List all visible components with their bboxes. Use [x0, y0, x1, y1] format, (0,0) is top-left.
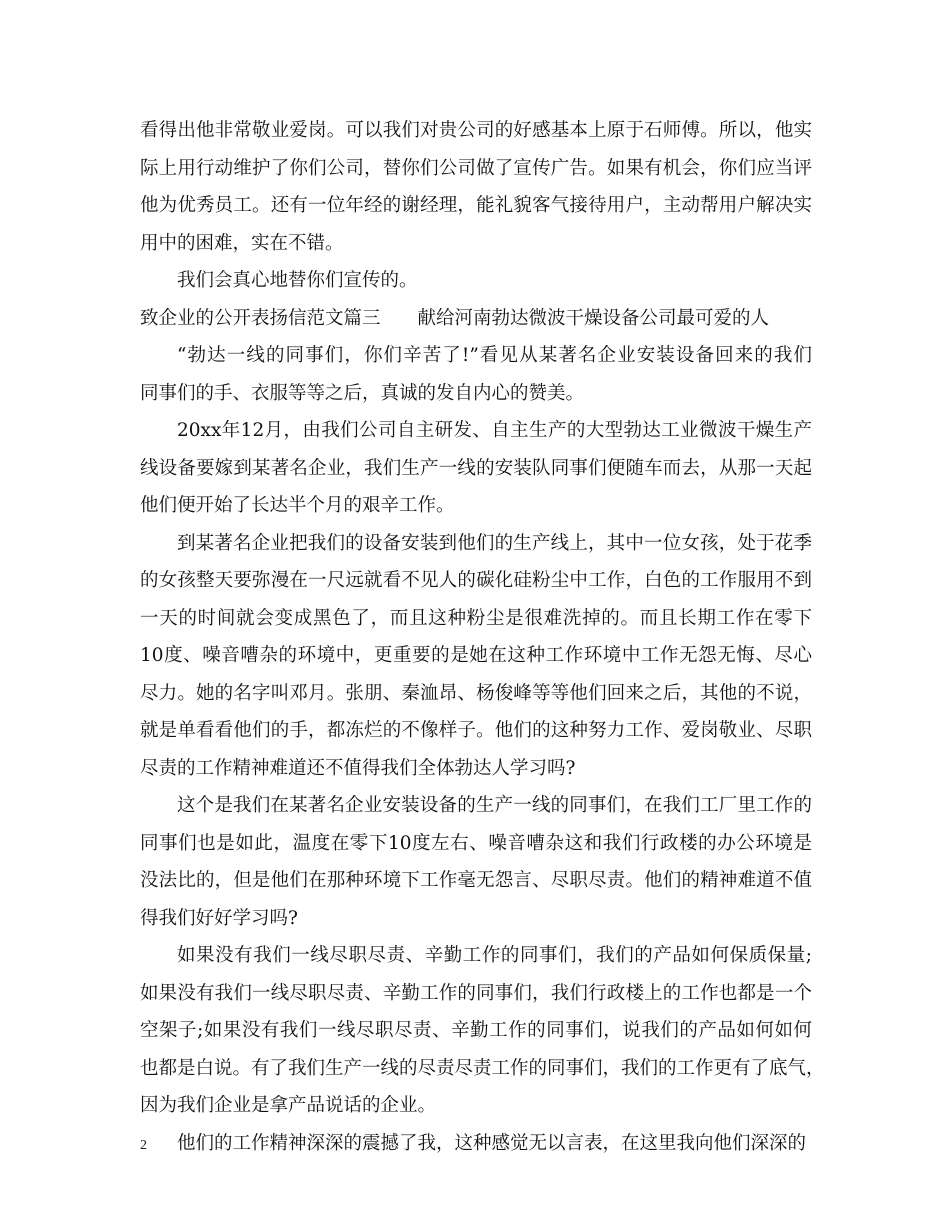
text-line: 一天的时间就会变成黑色了，而且这种粉尘是很难洗掉的。而且长期工作在零下 — [140, 607, 812, 629]
text-line: 如果没有我们一线尽职尽责、辛勤工作的同事们，我们的产品如何保质保量; — [177, 945, 812, 966]
text-line: 的女孩整天要弥漫在一尺远就看不见人的碳化硅粉尘中工作，白色的工作服用不到 — [140, 570, 812, 591]
text-line: 尽责的工作精神难道还不值得我们全体勃达人学习吗? — [140, 757, 576, 779]
page-number: 2 — [140, 1138, 147, 1153]
text-line: 他们便开始了长达半个月的艰辛工作。 — [140, 495, 455, 516]
text-line: 10度、噪音嘈杂的环境中，更重要的是她在这种工作环境中工作无怨无悔、尽心 — [140, 645, 812, 666]
paragraph — [140, 337, 812, 412]
text-line: 没法比的，但是他们在那种环境下工作毫无怨言、尽职尽责。他们的精神难道不值 — [140, 870, 812, 891]
paragraph — [140, 262, 812, 300]
text-line: 空架子;如果没有我们一线尽职尽责、辛勤工作的同事们，说我们的产品如何如何 — [140, 1020, 812, 1041]
text-line: 同事们也是如此，温度在零下10度左右、噪音嘈杂这和我们行政楼的办公环境是 — [140, 832, 812, 854]
text-line: 他为优秀员工。还有一位年经的谢经理，能礼貌客气接待用户，主动帮用户解决实 — [140, 195, 812, 216]
text-line: 这个是我们在某著名企业安装设备的生产一线的同事们，在我们工厂里工作的 — [177, 795, 812, 816]
text-line: 同事们的手、衣服等等之后，真诚的发自内心的赞美。 — [140, 382, 585, 404]
text-line: 如果没有我们一线尽职尽责、辛勤工作的同事们，我们行政楼上的工作也都是一个 — [140, 982, 812, 1004]
document-body — [140, 112, 825, 1162]
text-line: 线设备要嫁到某著名企业，我们生产一线的安装队同事们便随车而去，从那一天起 — [140, 457, 812, 479]
text-line: 我们会真心地替你们宣传的。 — [177, 270, 418, 291]
text-line: 尽力。她的名字叫邓月。张朋、秦洫昂、杨俊峰等等他们回来之后，其他的不说， — [140, 682, 812, 704]
paragraph — [140, 525, 812, 788]
text-line: 看得出他非常敬业爱岗。可以我们对贵公司的好感基本上原于石师傅。所以，他实 — [140, 120, 812, 141]
paragraph — [140, 1125, 812, 1163]
text-line: 也都是白说。有了我们生产一线的尽责尽责工作的同事们，我们的工作更有了底气， — [140, 1057, 825, 1079]
text-line: 致企业的公开表扬信范文篇三 献给河南勃达微波干燥设备公司最可爱的人 — [140, 307, 770, 329]
text-line: “勃达一线的同事们，你们辛苦了!”看见从某著名企业安装设备回来的我们 — [177, 345, 812, 366]
text-line: 得我们好好学习吗? — [140, 907, 298, 929]
text-line: 际上用行动维护了你们公司，替你们公司做了宣传广告。如果有机会，你们应当评 — [140, 157, 812, 179]
paragraph — [140, 112, 812, 262]
text-line: 他们的工作精神深深的震撼了我，这种感觉无以言表，在这里我向他们深深的 — [177, 1132, 807, 1154]
text-line: 20xx年12月，由我们公司自主研发、自主生产的大型勃达工业微波干燥生产 — [177, 420, 812, 441]
text-line: 就是单看看他们的手，都冻烂的不像样子。他们的这种努力工作、爱岗敬业、尽职 — [140, 720, 812, 741]
paragraph — [140, 937, 825, 1125]
section-title — [140, 300, 812, 338]
text-line: 因为我们企业是拿产品说话的企业。 — [140, 1095, 437, 1116]
paragraph — [140, 787, 812, 937]
text-line: 到某著名企业把我们的设备安装到他们的生产线上，其中一位女孩，处于花季 — [177, 532, 812, 554]
text-line: 用中的困难，实在不错。 — [140, 232, 344, 254]
paragraph — [140, 412, 812, 525]
